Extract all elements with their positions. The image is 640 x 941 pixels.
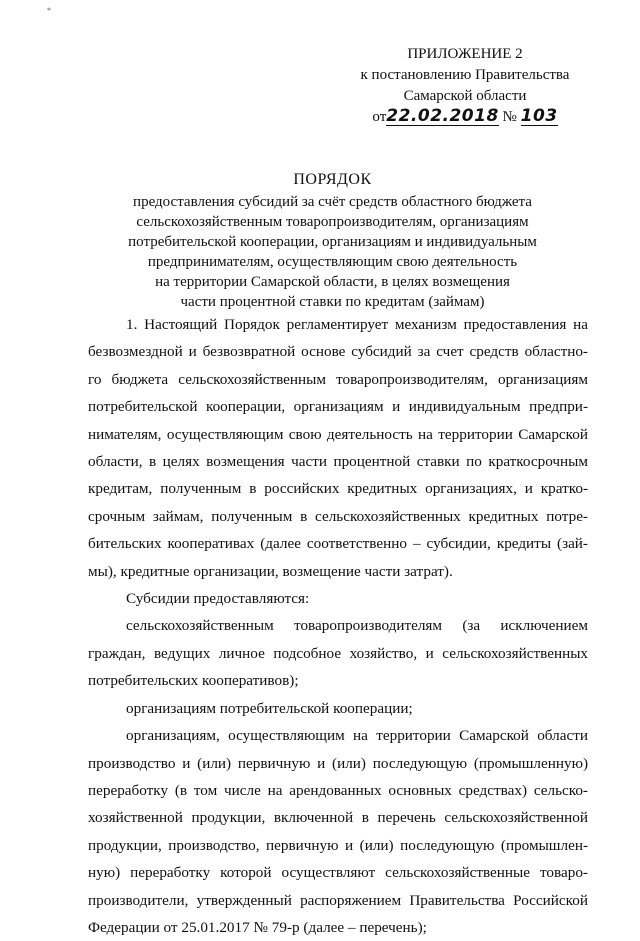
appendix-header	[330, 44, 600, 128]
body-line: го бюджета сельскохозяйственным товаропроизводителям, организациям	[88, 370, 588, 388]
appendix-date-line	[330, 107, 600, 128]
document-body	[88, 311, 588, 941]
body-line: 1. Настоящий Порядок регламентирует механизм предоставления на	[126, 316, 588, 333]
body-line: организациям потребительской кооперации;	[126, 699, 413, 717]
body-line: потребительской кооперации, организациям и индивидуальным предпри-	[88, 398, 588, 416]
body-line: кредитам, полученным в российских кредитных организациях, и кратко-	[88, 480, 588, 498]
title-line: на территории Самарской области, в целях возмещения	[155, 274, 510, 290]
body-line: ную) переработку которой осуществляют сельскохозяйственные товаро-	[88, 864, 588, 882]
title-line: предоставления субсидий за счёт средств областного бюджета	[133, 194, 532, 210]
body-line: мы), кредитные организации, возмещение части затрат).	[88, 562, 453, 580]
handwritten-number: 103	[520, 106, 558, 126]
body-line: нимателям, осуществляющим свою деятельность на территории Самарской	[88, 425, 588, 443]
handwritten-date: 22.02.2018	[386, 106, 499, 126]
body-line: сельскохозяйственным товаропроизводителям (за исключением	[126, 617, 588, 635]
body-line: безвозмездной и безвозвратной основе субсидий за счет средств областно-	[88, 343, 588, 361]
body-line: Субсидии предоставляются:	[126, 590, 310, 608]
body-line: производители, утвержденный распоряжением Правительства Российской	[88, 891, 588, 909]
body-line: бительских кооперативах (далее соответственно – субсидии, кредиты (зай-	[88, 535, 588, 553]
body-line: потребительских кооперативов);	[88, 672, 299, 690]
body-line: организациям, осуществляющим на территории Самарской области	[126, 727, 588, 745]
body-line: области, в целях возмещения части процентной ставки по краткосрочным	[88, 453, 588, 471]
title-line: потребительской кооперации, организациям и индивидуальным	[128, 234, 537, 250]
appendix-line-2: Самарской области	[403, 88, 527, 104]
scan-mark: *	[47, 6, 51, 15]
appendix-title: ПРИЛОЖЕНИЕ 2	[407, 46, 523, 62]
body-line: производство и (или) первичную и (или) последующую (промышленную)	[88, 754, 588, 772]
body-line: Федерации от 25.01.2017 № 79-р (далее – перечень);	[88, 918, 427, 936]
body-line: продукции, производство, первичную и (или) последующую (промышлен-	[88, 836, 588, 854]
document-title	[60, 170, 605, 312]
title-line: части процентной ставки по кредитам (займам)	[180, 294, 485, 310]
number-sign: №	[502, 109, 517, 125]
title-line: предпринимателям, осуществляющим свою деятельность	[147, 254, 518, 270]
title-heading: ПОРЯДОК	[293, 171, 372, 188]
title-line: сельскохозяйственным товаропроизводителям, организациям	[136, 214, 529, 230]
body-line: срочным займам, полученным в сельскохозяйственных кредитных потре-	[88, 507, 588, 525]
body-line: хозяйственной продукции, включенной в перечень сельскохозяйственной	[88, 809, 588, 827]
date-prefix: от	[372, 109, 387, 125]
body-line: переработку (в том числе на арендованных основных средствах) сельско-	[88, 781, 588, 799]
appendix-line-1: к постановлению Правительства	[360, 67, 570, 83]
body-line: граждан, ведущих личное подсобное хозяйство, и сельскохозяйственных	[88, 644, 588, 662]
